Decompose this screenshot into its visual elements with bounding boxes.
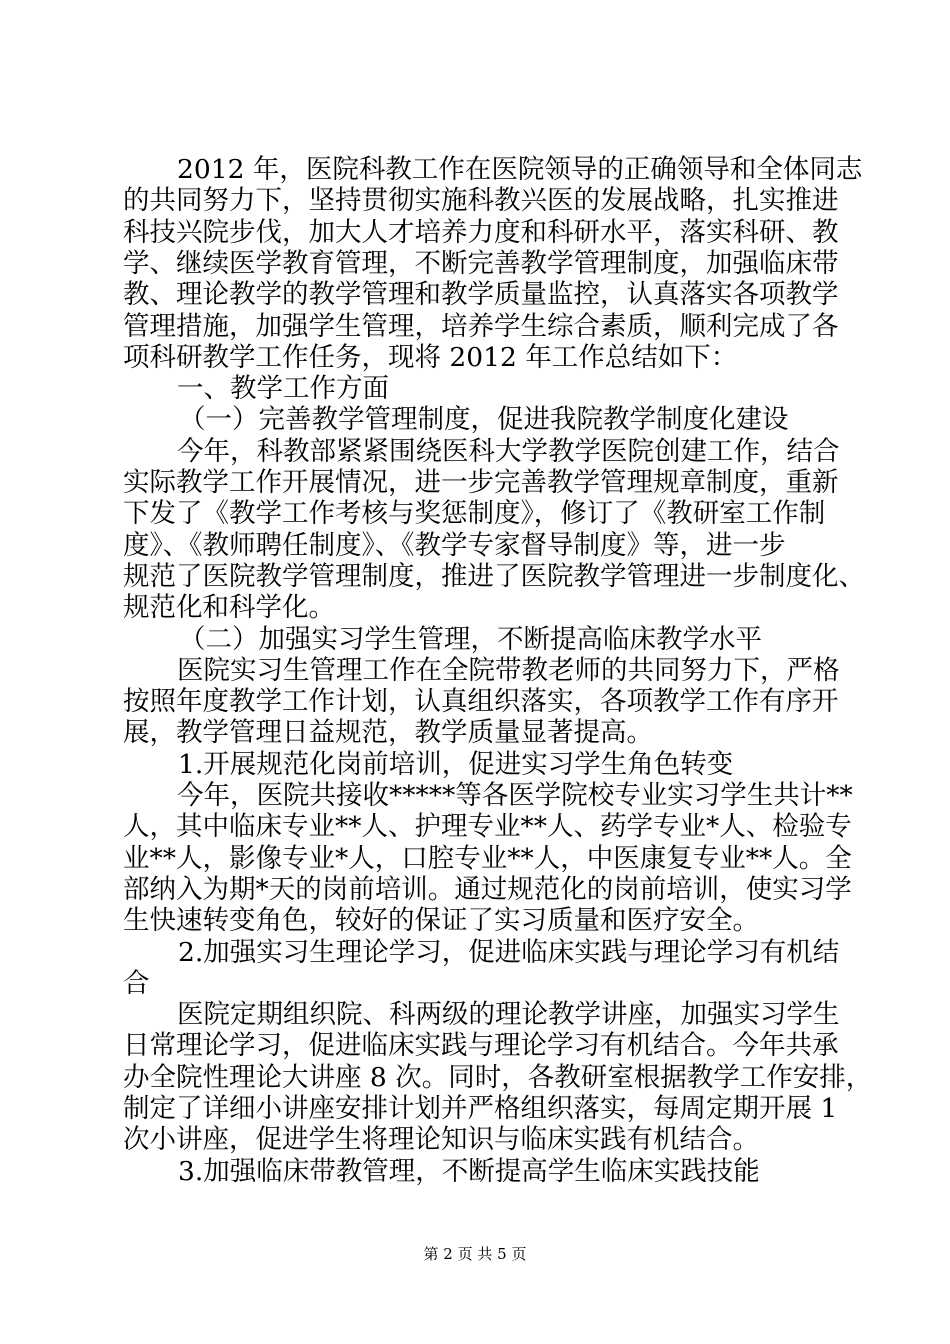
paragraph-line: 生快速转变角色，较好的保证了实习质量和医疗安全。 [123, 905, 759, 937]
paragraph-line: 人，其中临床专业**人、护理专业**人、药学专业*人、检验专 [123, 811, 852, 843]
paragraph-line: 规范化和科学化。 [123, 592, 335, 624]
paragraph-line: 今年，医院共接收*****等各医学院校专业实习学生共计** [177, 780, 853, 811]
paragraph-intro-line: 的共同努力下，坚持贯彻实施科教兴医的发展战略，扎实推进 [123, 185, 839, 217]
paragraph-intro-line: 2012 年，医院科教工作在医院领导的正确领导和全体同志 [177, 154, 863, 185]
paragraph-line: 度》、《教师聘任制度》、《教学专家督导制度》等，进一步 [123, 529, 786, 561]
subsection-heading: （一）完善教学管理制度，促进我院教学制度化建设 [179, 404, 789, 436]
paragraph-line: 展，教学管理日益规范，教学质量显著提高。 [123, 717, 653, 749]
item-heading: 合 [123, 967, 150, 999]
paragraph-intro-line: 学、继续医学教育管理，不断完善教学管理制度，加强临床带 [123, 247, 839, 279]
paragraph-line: 制定了详细小讲座安排计划并严格组织落实，每周定期开展 1 [123, 1093, 838, 1124]
paragraph-line: 实际教学工作开展情况，进一步完善教学管理规章制度，重新 [123, 467, 839, 498]
paragraph-line: 规范了医院教学管理制度，推进了医院教学管理进一步制度化、 [123, 560, 865, 592]
paragraph-line: 办全院性理论大讲座 8 次。同时，各教研室根据教学工作安排， [123, 1061, 873, 1093]
item-heading: 2.加强实习生理论学习，促进临床实践与理论学习有机结 [178, 936, 840, 968]
page-footer: 第 2 页 共 5 页 [423, 1245, 527, 1263]
item-heading: 3.加强临床带教管理，不断提高学生临床实践技能 [178, 1155, 760, 1187]
paragraph-line: 按照年度教学工作计划，认真组织落实，各项教学工作有序开 [123, 686, 839, 718]
paragraph-line: 下发了《教学工作考核与奖惩制度》，修订了《教研室工作制 [123, 498, 826, 530]
subsection-heading: （二）加强实习学生管理，不断提高临床教学水平 [179, 623, 762, 655]
paragraph-line: 医院实习生管理工作在全院带教老师的共同努力下，严格 [177, 654, 840, 686]
paragraph-intro-line: 管理措施，加强学生管理，培养学生综合素质，顺利完成了各 [123, 310, 839, 342]
paragraph-line: 部纳入为期*天的岗前培训。通过规范化的岗前培训，使实习学 [123, 873, 852, 905]
paragraph-intro-line: 项科研教学工作任务，现将 2012 年工作总结如下： [123, 341, 738, 373]
paragraph-intro-line: 科技兴院步伐，加大人才培养力度和科研水平，落实科研、教 [123, 216, 839, 248]
item-heading: 1.开展规范化岗前培训，促进实习学生角色转变 [178, 748, 734, 780]
paragraph-line: 业**人，影像专业*人，口腔专业**人，中医康复专业**人。全 [123, 842, 852, 874]
section-heading: 一、教学工作方面 [177, 373, 389, 405]
paragraph-line: 日常理论学习，促进临床实践与理论学习有机结合。今年共承 [123, 1030, 839, 1062]
paragraph-line: 医院定期组织院、科两级的理论教学讲座，加强实习学生 [177, 999, 840, 1031]
paragraph-line: 今年，科教部紧紧围绕医科大学教学医院创建工作，结合 [177, 435, 840, 467]
paragraph-line: 次小讲座，促进学生将理论知识与临床实践有机结合。 [123, 1124, 759, 1156]
paragraph-intro-line: 教、理论教学的教学管理和教学质量监控，认真落实各项教学 [123, 279, 839, 311]
